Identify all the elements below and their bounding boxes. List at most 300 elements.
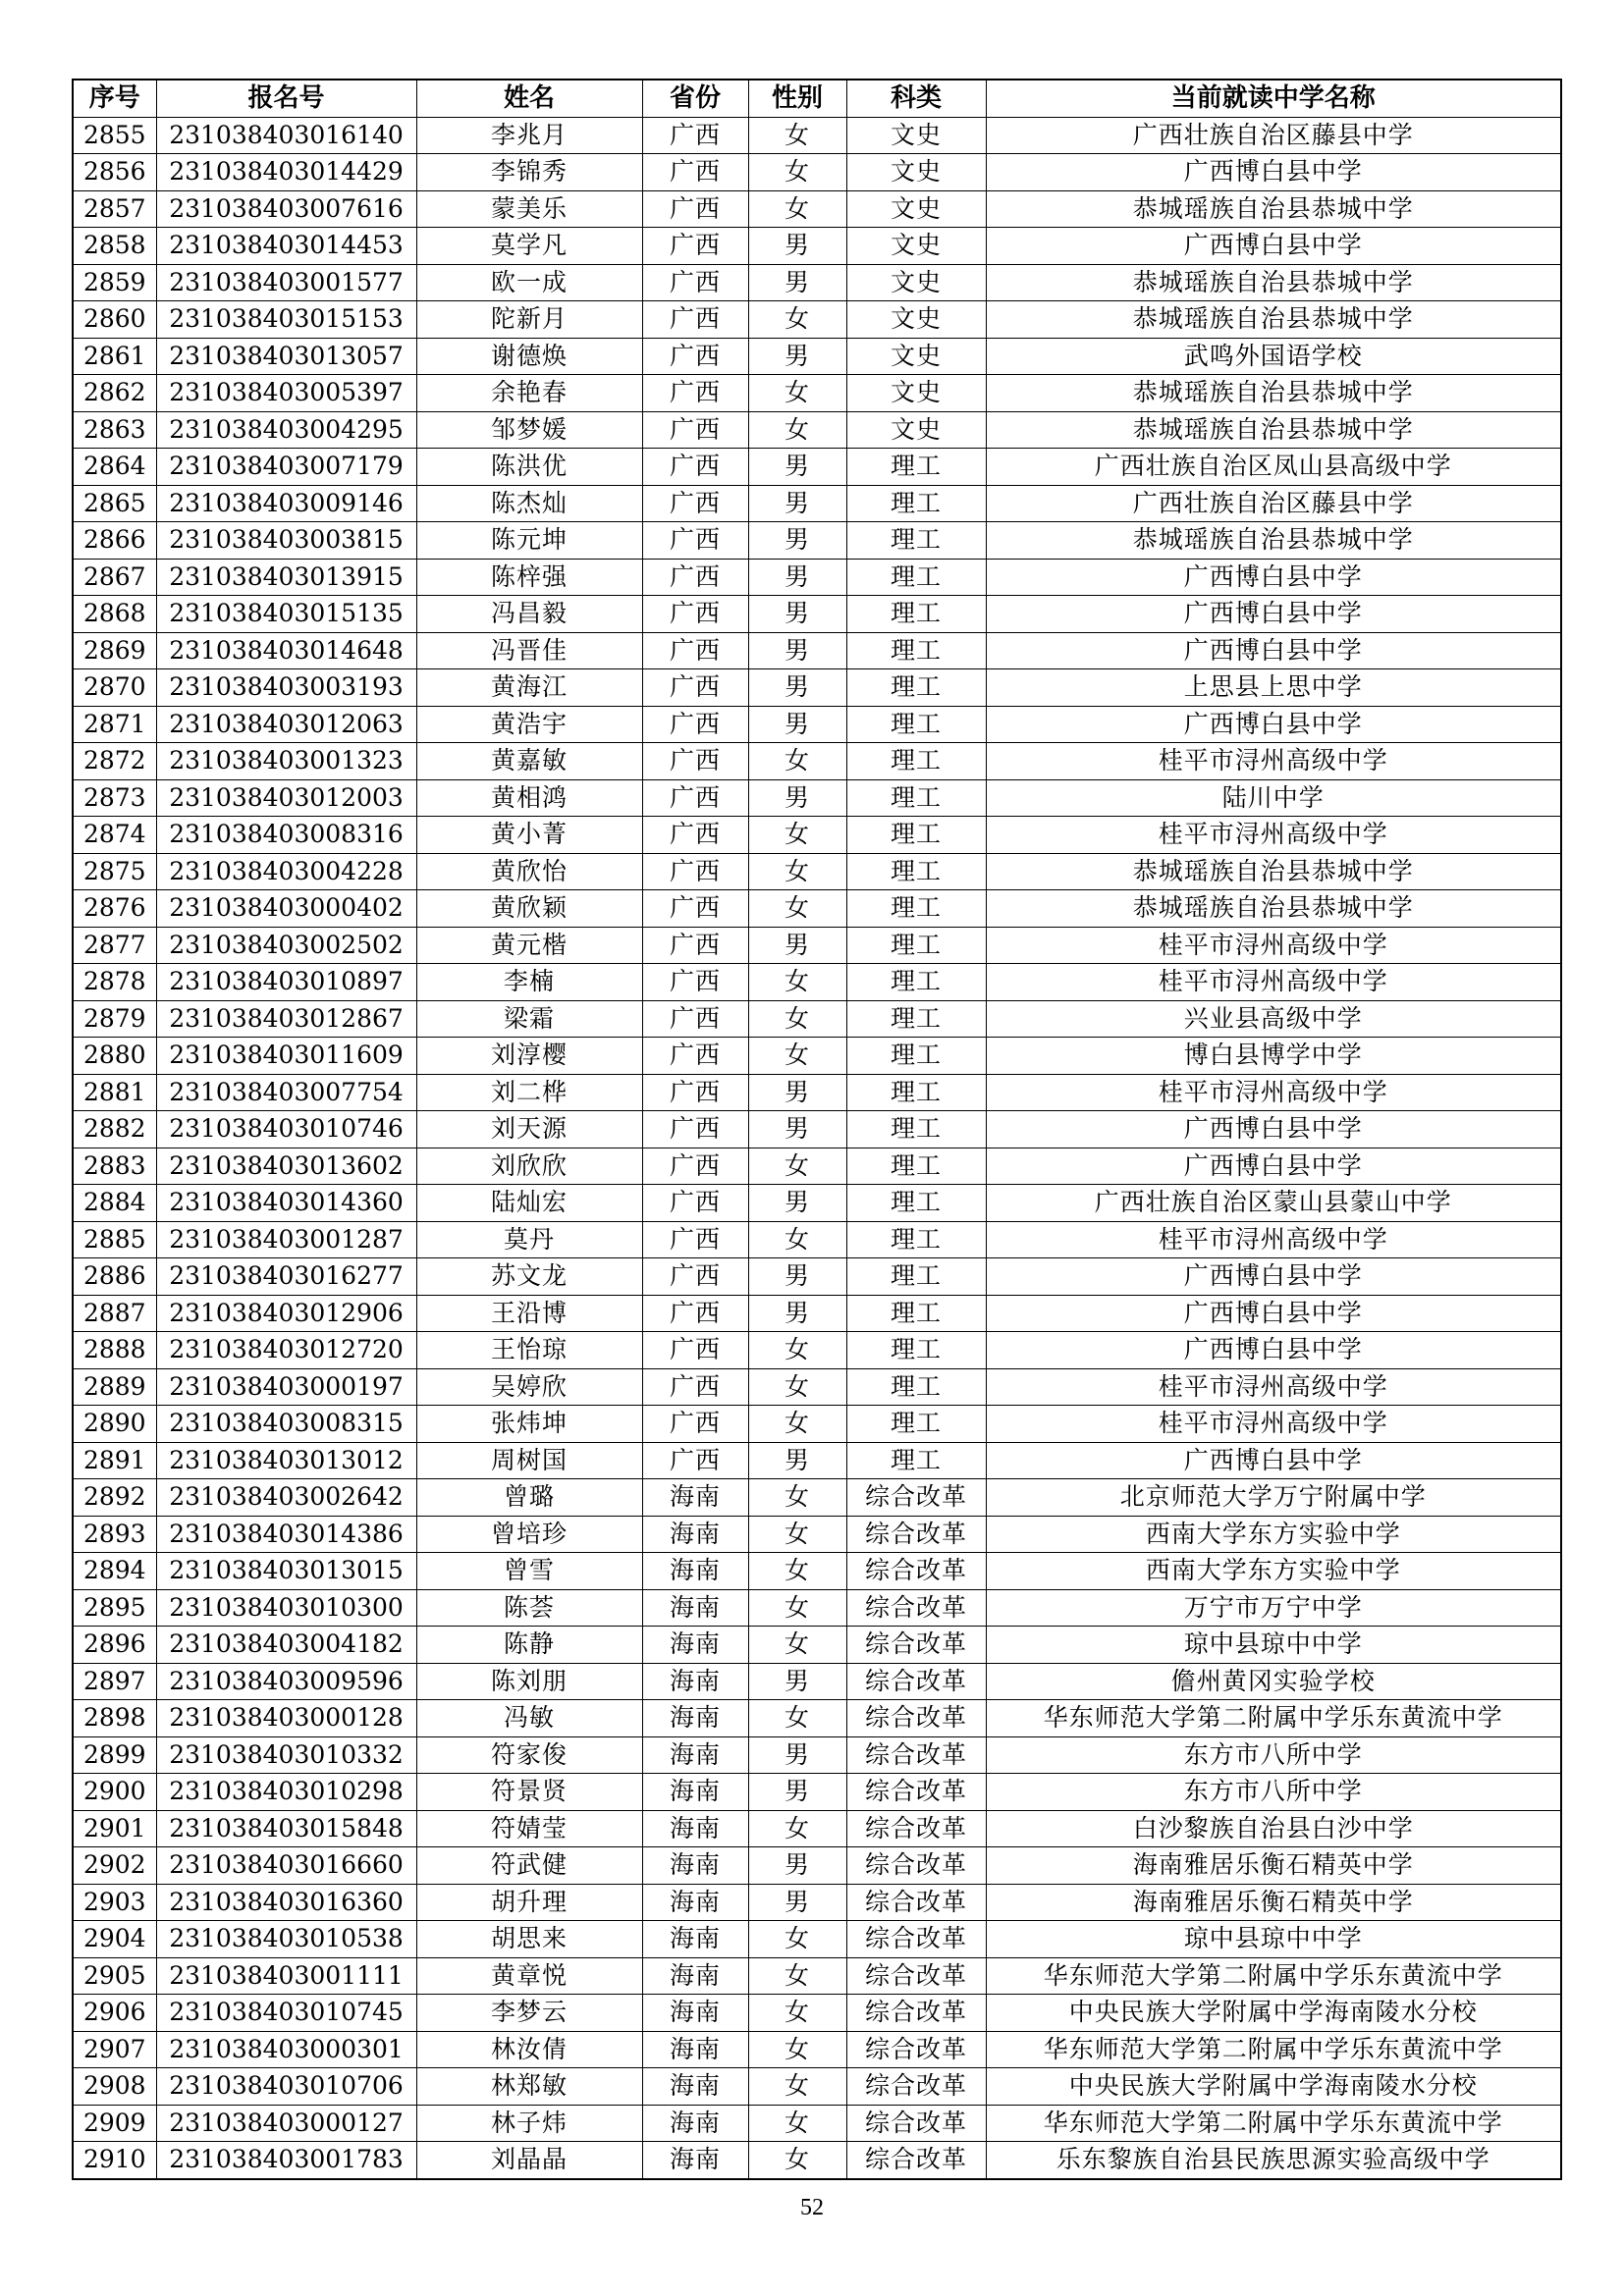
cell-category: 综合改革	[846, 2031, 986, 2068]
cell-province: 海南	[642, 1847, 748, 1885]
table-row	[73, 706, 1561, 743]
cell-province: 广西	[642, 1258, 748, 1296]
cell-province: 海南	[642, 1957, 748, 1995]
cell-reg-no: 231038403001577	[156, 264, 416, 301]
cell-gender: 男	[748, 779, 846, 817]
cell-province: 海南	[642, 1810, 748, 1847]
cell-gender: 女	[748, 2068, 846, 2106]
table-row	[73, 1000, 1561, 1038]
cell-province: 海南	[642, 2068, 748, 2106]
cell-gender: 男	[748, 1884, 846, 1921]
cell-category: 理工	[846, 1000, 986, 1038]
cell-province: 广西	[642, 117, 748, 154]
cell-reg-no: 231038403013915	[156, 559, 416, 596]
cell-name: 莫学凡	[416, 228, 642, 265]
cell-school: 华东师范大学第二附属中学乐东黄流中学	[986, 1700, 1561, 1737]
cell-school: 桂平市浔州高级中学	[986, 927, 1561, 964]
cell-reg-no: 231038403010745	[156, 1995, 416, 2032]
cell-province: 广西	[642, 1185, 748, 1222]
cell-province: 海南	[642, 1479, 748, 1517]
cell-school: 恭城瑶族自治县恭城中学	[986, 375, 1561, 412]
cell-name: 刘二桦	[416, 1074, 642, 1111]
table-row	[73, 1295, 1561, 1332]
cell-category: 文史	[846, 190, 986, 228]
cell-category: 理工	[846, 1074, 986, 1111]
table-row	[73, 449, 1561, 486]
cell-school: 上思县上思中学	[986, 669, 1561, 707]
table-row	[73, 1258, 1561, 1296]
cell-gender: 男	[748, 1442, 846, 1479]
header-row	[73, 80, 1561, 117]
cell-province: 广西	[642, 264, 748, 301]
cell-reg-no: 231038403015848	[156, 1810, 416, 1847]
cell-province: 广西	[642, 1148, 748, 1185]
table-row	[73, 190, 1561, 228]
cell-category: 理工	[846, 522, 986, 560]
cell-category: 理工	[846, 743, 986, 780]
cell-category: 理工	[846, 1368, 986, 1406]
cell-gender: 女	[748, 1000, 846, 1038]
cell-gender: 男	[748, 1774, 846, 1811]
cell-seq: 2872	[73, 743, 156, 780]
cell-seq: 2871	[73, 706, 156, 743]
table-row	[73, 375, 1561, 412]
cell-reg-no: 231038403003193	[156, 669, 416, 707]
cell-seq: 2873	[73, 779, 156, 817]
cell-gender: 女	[748, 1221, 846, 1258]
cell-name: 苏文龙	[416, 1258, 642, 1296]
cell-school: 西南大学东方实验中学	[986, 1516, 1561, 1553]
cell-reg-no: 231038403003815	[156, 522, 416, 560]
cell-gender: 女	[748, 2142, 846, 2179]
cell-province: 广西	[642, 596, 748, 633]
cell-name: 蒙美乐	[416, 190, 642, 228]
cell-gender: 女	[748, 1810, 846, 1847]
cell-category: 理工	[846, 1111, 986, 1148]
cell-name: 黄欣颖	[416, 890, 642, 928]
cell-reg-no: 231038403000301	[156, 2031, 416, 2068]
cell-seq: 2877	[73, 927, 156, 964]
cell-category: 文史	[846, 154, 986, 191]
table-row	[73, 1111, 1561, 1148]
cell-reg-no: 231038403010746	[156, 1111, 416, 1148]
cell-name: 陈刘朋	[416, 1663, 642, 1700]
cell-name: 黄嘉敏	[416, 743, 642, 780]
cell-seq: 2889	[73, 1368, 156, 1406]
cell-gender: 女	[748, 1995, 846, 2032]
cell-gender: 女	[748, 1332, 846, 1369]
roster-sheet	[72, 79, 1560, 2180]
cell-reg-no: 231038403016660	[156, 1847, 416, 1885]
cell-seq: 2894	[73, 1553, 156, 1590]
cell-seq: 2883	[73, 1148, 156, 1185]
cell-gender: 男	[748, 1185, 846, 1222]
cell-name: 黄欣怡	[416, 853, 642, 890]
cell-reg-no: 231038403012003	[156, 779, 416, 817]
cell-reg-no: 231038403013012	[156, 1442, 416, 1479]
cell-category: 文史	[846, 411, 986, 449]
cell-seq: 2895	[73, 1589, 156, 1627]
cell-school: 白沙黎族自治县白沙中学	[986, 1810, 1561, 1847]
roster-table	[72, 79, 1562, 2180]
table-row	[73, 1884, 1561, 1921]
cell-category: 理工	[846, 449, 986, 486]
cell-school: 乐东黎族自治县民族思源实验高级中学	[986, 2142, 1561, 2179]
cell-category: 理工	[846, 1442, 986, 1479]
cell-province: 广西	[642, 1295, 748, 1332]
cell-school: 广西博白县中学	[986, 1295, 1561, 1332]
table-row	[73, 743, 1561, 780]
cell-category: 理工	[846, 596, 986, 633]
cell-name: 胡升理	[416, 1884, 642, 1921]
cell-category: 综合改革	[846, 1847, 986, 1885]
cell-school: 海南雅居乐衡石精英中学	[986, 1884, 1561, 1921]
cell-seq: 2881	[73, 1074, 156, 1111]
cell-school: 广西壮族自治区藤县中学	[986, 485, 1561, 522]
cell-seq: 2862	[73, 375, 156, 412]
cell-reg-no: 231038403007754	[156, 1074, 416, 1111]
cell-province: 广西	[642, 632, 748, 669]
table-row	[73, 1442, 1561, 1479]
cell-gender: 女	[748, 1957, 846, 1995]
table-row	[73, 1921, 1561, 1958]
cell-reg-no: 231038403014429	[156, 154, 416, 191]
cell-reg-no: 231038403016360	[156, 1884, 416, 1921]
cell-school: 中央民族大学附属中学海南陵水分校	[986, 2068, 1561, 2106]
cell-name: 冯昌毅	[416, 596, 642, 633]
cell-school: 桂平市浔州高级中学	[986, 743, 1561, 780]
cell-name: 李梦云	[416, 1995, 642, 2032]
cell-gender: 男	[748, 449, 846, 486]
cell-seq: 2856	[73, 154, 156, 191]
cell-seq: 2855	[73, 117, 156, 154]
cell-name: 刘淳樱	[416, 1038, 642, 1075]
cell-category: 文史	[846, 228, 986, 265]
cell-reg-no: 231038403015135	[156, 596, 416, 633]
cell-school: 广西博白县中学	[986, 1111, 1561, 1148]
cell-gender: 男	[748, 264, 846, 301]
cell-school: 华东师范大学第二附属中学乐东黄流中学	[986, 2105, 1561, 2142]
cell-seq: 2888	[73, 1332, 156, 1369]
cell-name: 林郑敏	[416, 2068, 642, 2106]
cell-seq: 2868	[73, 596, 156, 633]
table-row	[73, 1368, 1561, 1406]
cell-category: 理工	[846, 853, 986, 890]
cell-school: 广西博白县中学	[986, 1148, 1561, 1185]
cell-province: 海南	[642, 2031, 748, 2068]
cell-school: 广西博白县中学	[986, 228, 1561, 265]
table-row	[73, 1627, 1561, 1664]
cell-reg-no: 231038403010897	[156, 964, 416, 1001]
cell-category: 理工	[846, 1221, 986, 1258]
cell-gender: 男	[748, 1736, 846, 1774]
cell-gender: 女	[748, 1479, 846, 1517]
cell-category: 理工	[846, 669, 986, 707]
table-row	[73, 1847, 1561, 1885]
cell-seq: 2904	[73, 1921, 156, 1958]
cell-province: 广西	[642, 449, 748, 486]
cell-school: 恭城瑶族自治县恭城中学	[986, 301, 1561, 339]
header-name: 姓名	[416, 80, 642, 117]
cell-gender: 女	[748, 1368, 846, 1406]
cell-reg-no: 231038403001111	[156, 1957, 416, 1995]
cell-school: 桂平市浔州高级中学	[986, 964, 1561, 1001]
cell-gender: 女	[748, 964, 846, 1001]
page-number: 52	[800, 2195, 824, 2220]
cell-gender: 女	[748, 1148, 846, 1185]
cell-category: 综合改革	[846, 2142, 986, 2179]
cell-reg-no: 231038403009596	[156, 1663, 416, 1700]
cell-category: 文史	[846, 375, 986, 412]
cell-reg-no: 231038403001287	[156, 1221, 416, 1258]
table-row	[73, 1700, 1561, 1737]
cell-gender: 男	[748, 632, 846, 669]
cell-gender: 男	[748, 338, 846, 375]
cell-reg-no: 231038403012063	[156, 706, 416, 743]
table-row	[73, 485, 1561, 522]
cell-reg-no: 231038403000197	[156, 1368, 416, 1406]
cell-category: 理工	[846, 706, 986, 743]
table-row	[73, 1553, 1561, 1590]
cell-gender: 男	[748, 706, 846, 743]
cell-province: 广西	[642, 154, 748, 191]
cell-school: 琼中县琼中中学	[986, 1627, 1561, 1664]
table-row	[73, 817, 1561, 854]
cell-seq: 2865	[73, 485, 156, 522]
cell-gender: 女	[748, 117, 846, 154]
cell-school: 桂平市浔州高级中学	[986, 1406, 1561, 1443]
cell-seq: 2859	[73, 264, 156, 301]
cell-reg-no: 231038403012867	[156, 1000, 416, 1038]
cell-gender: 男	[748, 669, 846, 707]
cell-province: 海南	[642, 1589, 748, 1627]
cell-province: 广西	[642, 890, 748, 928]
cell-category: 文史	[846, 117, 986, 154]
cell-seq: 2908	[73, 2068, 156, 2106]
table-row	[73, 1589, 1561, 1627]
table-row	[73, 117, 1561, 154]
cell-gender: 男	[748, 228, 846, 265]
cell-name: 陈梓强	[416, 559, 642, 596]
cell-seq: 2896	[73, 1627, 156, 1664]
table-row	[73, 1038, 1561, 1075]
cell-category: 综合改革	[846, 1479, 986, 1517]
cell-school: 北京师范大学万宁附属中学	[986, 1479, 1561, 1517]
cell-category: 理工	[846, 964, 986, 1001]
cell-seq: 2905	[73, 1957, 156, 1995]
cell-reg-no: 231038403005397	[156, 375, 416, 412]
cell-name: 曾雪	[416, 1553, 642, 1590]
cell-province: 海南	[642, 1995, 748, 2032]
table-row	[73, 1995, 1561, 2032]
cell-school: 海南雅居乐衡石精英中学	[986, 1847, 1561, 1885]
cell-gender: 男	[748, 1258, 846, 1296]
cell-school: 恭城瑶族自治县恭城中学	[986, 522, 1561, 560]
cell-reg-no: 231038403007179	[156, 449, 416, 486]
cell-school: 广西壮族自治区藤县中学	[986, 117, 1561, 154]
cell-gender: 女	[748, 743, 846, 780]
table-row	[73, 927, 1561, 964]
cell-province: 广西	[642, 338, 748, 375]
cell-province: 广西	[642, 485, 748, 522]
table-row	[73, 522, 1561, 560]
cell-gender: 男	[748, 1074, 846, 1111]
cell-name: 符家俊	[416, 1736, 642, 1774]
cell-name: 黄相鸿	[416, 779, 642, 817]
cell-province: 海南	[642, 1736, 748, 1774]
header-school: 当前就读中学名称	[986, 80, 1561, 117]
cell-reg-no: 231038403007616	[156, 190, 416, 228]
cell-category: 理工	[846, 1185, 986, 1222]
cell-seq: 2887	[73, 1295, 156, 1332]
cell-gender: 女	[748, 411, 846, 449]
cell-gender: 女	[748, 1921, 846, 1958]
cell-name: 余艳春	[416, 375, 642, 412]
cell-name: 陀新月	[416, 301, 642, 339]
cell-category: 理工	[846, 927, 986, 964]
cell-reg-no: 231038403009146	[156, 485, 416, 522]
cell-name: 刘欣欣	[416, 1148, 642, 1185]
cell-seq: 2906	[73, 1995, 156, 2032]
cell-seq: 2858	[73, 228, 156, 265]
cell-province: 海南	[642, 1921, 748, 1958]
cell-province: 广西	[642, 301, 748, 339]
cell-category: 理工	[846, 1332, 986, 1369]
cell-name: 陆灿宏	[416, 1185, 642, 1222]
header-province: 省份	[642, 80, 748, 117]
cell-name: 黄海江	[416, 669, 642, 707]
cell-reg-no: 231038403000127	[156, 2105, 416, 2142]
cell-school: 武鸣外国语学校	[986, 338, 1561, 375]
cell-province: 广西	[642, 411, 748, 449]
table-row	[73, 632, 1561, 669]
cell-category: 理工	[846, 559, 986, 596]
cell-province: 广西	[642, 964, 748, 1001]
cell-province: 海南	[642, 1663, 748, 1700]
cell-province: 广西	[642, 1332, 748, 1369]
cell-gender: 女	[748, 2031, 846, 2068]
cell-seq: 2861	[73, 338, 156, 375]
cell-seq: 2910	[73, 2142, 156, 2179]
cell-category: 理工	[846, 1148, 986, 1185]
cell-seq: 2882	[73, 1111, 156, 1148]
cell-seq: 2884	[73, 1185, 156, 1222]
table-row	[73, 1221, 1561, 1258]
cell-gender: 男	[748, 596, 846, 633]
cell-seq: 2863	[73, 411, 156, 449]
cell-name: 陈元坤	[416, 522, 642, 560]
cell-category: 综合改革	[846, 1627, 986, 1664]
cell-name: 刘晶晶	[416, 2142, 642, 2179]
cell-school: 儋州黄冈实验学校	[986, 1663, 1561, 1700]
cell-name: 邹梦媛	[416, 411, 642, 449]
cell-gender: 女	[748, 154, 846, 191]
cell-seq: 2864	[73, 449, 156, 486]
cell-school: 中央民族大学附属中学海南陵水分校	[986, 1995, 1561, 2032]
cell-name: 陈荟	[416, 1589, 642, 1627]
cell-gender: 女	[748, 1553, 846, 1590]
cell-reg-no: 231038403013015	[156, 1553, 416, 1590]
cell-province: 广西	[642, 669, 748, 707]
cell-school: 广西博白县中学	[986, 1442, 1561, 1479]
cell-reg-no: 231038403012906	[156, 1295, 416, 1332]
cell-gender: 女	[748, 817, 846, 854]
cell-name: 曾璐	[416, 1479, 642, 1517]
cell-name: 梁霜	[416, 1000, 642, 1038]
cell-name: 李兆月	[416, 117, 642, 154]
table-row	[73, 1148, 1561, 1185]
cell-seq: 2893	[73, 1516, 156, 1553]
cell-reg-no: 231038403013057	[156, 338, 416, 375]
cell-category: 综合改革	[846, 1516, 986, 1553]
cell-category: 理工	[846, 779, 986, 817]
cell-name: 黄章悦	[416, 1957, 642, 1995]
cell-category: 综合改革	[846, 1884, 986, 1921]
cell-province: 海南	[642, 1700, 748, 1737]
cell-reg-no: 231038403010300	[156, 1589, 416, 1627]
cell-name: 陈杰灿	[416, 485, 642, 522]
cell-category: 理工	[846, 1295, 986, 1332]
cell-reg-no: 231038403001783	[156, 2142, 416, 2179]
table-row	[73, 1774, 1561, 1811]
cell-category: 理工	[846, 485, 986, 522]
cell-school: 广西壮族自治区凤山县高级中学	[986, 449, 1561, 486]
cell-gender: 女	[748, 375, 846, 412]
cell-province: 广西	[642, 817, 748, 854]
cell-gender: 女	[748, 853, 846, 890]
cell-reg-no: 231038403010332	[156, 1736, 416, 1774]
cell-seq: 2875	[73, 853, 156, 890]
cell-province: 广西	[642, 1442, 748, 1479]
table-row	[73, 890, 1561, 928]
cell-gender: 男	[748, 485, 846, 522]
cell-name: 欧一成	[416, 264, 642, 301]
cell-category: 综合改革	[846, 2068, 986, 2106]
table-row	[73, 1332, 1561, 1369]
cell-seq: 2866	[73, 522, 156, 560]
table-row	[73, 411, 1561, 449]
table-row	[73, 1406, 1561, 1443]
cell-reg-no: 231038403014453	[156, 228, 416, 265]
cell-name: 莫丹	[416, 1221, 642, 1258]
cell-seq: 2886	[73, 1258, 156, 1296]
cell-category: 综合改革	[846, 1553, 986, 1590]
table-row	[73, 2031, 1561, 2068]
cell-name: 谢德焕	[416, 338, 642, 375]
cell-province: 海南	[642, 1627, 748, 1664]
cell-province: 海南	[642, 2105, 748, 2142]
cell-province: 海南	[642, 1516, 748, 1553]
cell-school: 恭城瑶族自治县恭城中学	[986, 411, 1561, 449]
cell-school: 桂平市浔州高级中学	[986, 1221, 1561, 1258]
header-category: 科类	[846, 80, 986, 117]
cell-category: 理工	[846, 890, 986, 928]
header-reg-no: 报名号	[156, 80, 416, 117]
cell-category: 综合改革	[846, 1700, 986, 1737]
cell-province: 广西	[642, 1221, 748, 1258]
cell-category: 综合改革	[846, 1736, 986, 1774]
cell-name: 符武健	[416, 1847, 642, 1885]
cell-name: 黄小菁	[416, 817, 642, 854]
table-row	[73, 853, 1561, 890]
cell-name: 王怡琼	[416, 1332, 642, 1369]
cell-gender: 男	[748, 1111, 846, 1148]
cell-reg-no: 231038403013602	[156, 1148, 416, 1185]
cell-school: 陆川中学	[986, 779, 1561, 817]
cell-category: 综合改革	[846, 1957, 986, 1995]
cell-category: 综合改革	[846, 1774, 986, 1811]
cell-name: 王沿博	[416, 1295, 642, 1332]
